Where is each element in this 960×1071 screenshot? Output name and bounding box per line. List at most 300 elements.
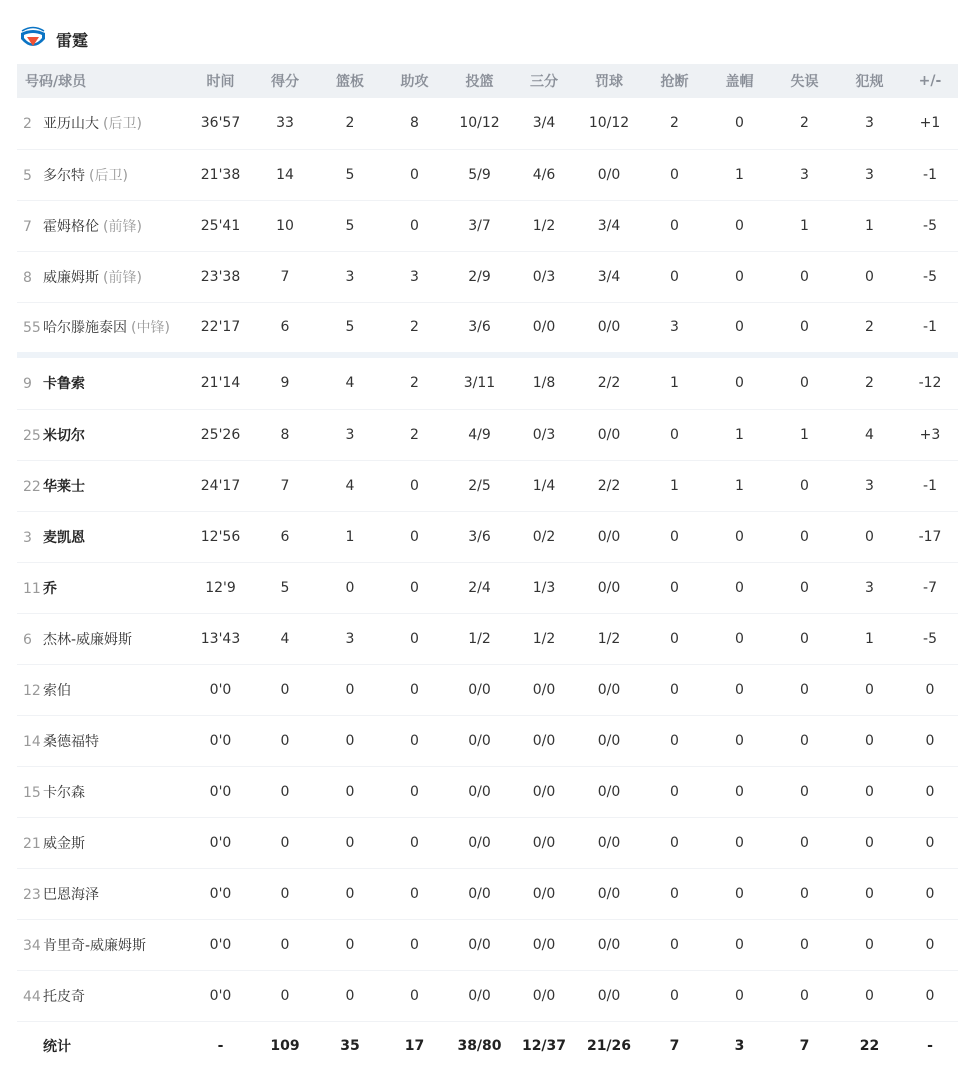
- column-header: +/-: [918, 73, 942, 89]
- stat-cell: 0: [925, 732, 935, 749]
- player-cell: [17, 358, 189, 409]
- totals-row: [17, 1021, 958, 1071]
- player-number: 14: [23, 733, 41, 750]
- stat-cell: 10: [276, 217, 294, 234]
- stat-cell: 0/0: [468, 987, 491, 1004]
- stat-cell: -1: [923, 166, 937, 183]
- stat-cell: 1/8: [532, 375, 556, 392]
- stat-cell: 1: [800, 426, 809, 443]
- thunder-logo-icon: [18, 24, 48, 54]
- stat-cell: 5: [345, 217, 355, 234]
- totals-cell: 12/37: [521, 1038, 567, 1055]
- stat-cell: 2/4: [468, 579, 491, 596]
- stat-cell: 0: [410, 936, 419, 953]
- stat-cell: 4: [345, 375, 355, 392]
- stat-cell: 0: [410, 834, 419, 851]
- stat-cell: 0: [345, 783, 355, 800]
- stat-cell: 0: [410, 681, 419, 698]
- player-cell: [17, 766, 189, 817]
- player-cell: [17, 613, 189, 664]
- stat-cell: 0/0: [532, 732, 556, 749]
- player-row: [17, 149, 958, 200]
- stat-cell: 0: [800, 681, 809, 698]
- player-cell: [17, 149, 189, 200]
- player-name[interactable]: 米切尔: [43, 427, 85, 444]
- stat-cell: 0/0: [597, 936, 621, 953]
- stat-cell: 0: [670, 166, 679, 183]
- stat-cell: 0: [345, 732, 355, 749]
- stat-cell: 1/2: [532, 630, 556, 647]
- player-number: 21: [23, 835, 41, 852]
- stat-cell: 0: [345, 579, 355, 596]
- stat-cell: 0: [865, 528, 874, 545]
- player-row: [17, 970, 958, 1021]
- stat-cell: 4: [345, 477, 355, 494]
- stat-cell: 0/0: [597, 834, 621, 851]
- stat-cell: 2: [410, 319, 419, 336]
- stat-cell: 0/0: [532, 681, 556, 698]
- player-name[interactable]: 卡鲁索: [43, 376, 85, 393]
- stat-cell: 3/6: [468, 528, 491, 545]
- totals-cell: 7: [669, 1038, 680, 1055]
- player-name[interactable]: 威金斯: [43, 835, 85, 852]
- stat-cell: 0/0: [532, 936, 556, 953]
- stat-cell: 0: [800, 630, 809, 647]
- stat-cell: 0: [800, 579, 809, 596]
- stat-cell: 3/7: [468, 217, 491, 234]
- stat-cell: 0: [280, 681, 290, 698]
- stat-cell: 0/0: [597, 987, 621, 1004]
- totals-cell: 35: [340, 1038, 360, 1055]
- stat-cell: 0/0: [597, 319, 621, 336]
- stat-cell: 0: [735, 375, 744, 392]
- stat-cell: 0: [865, 936, 874, 953]
- stat-cell: 0: [345, 834, 355, 851]
- stat-cell: 0: [865, 732, 874, 749]
- player-number: 8: [23, 269, 32, 286]
- stat-cell: 3: [800, 166, 809, 183]
- column-header: 抢断: [660, 74, 689, 90]
- stat-cell: 0: [410, 579, 419, 596]
- stat-cell: 0: [670, 217, 679, 234]
- player-number: 44: [23, 988, 41, 1005]
- stat-cell: 2/2: [597, 375, 621, 392]
- stat-cell: 2: [865, 319, 874, 336]
- stat-cell: 0/0: [597, 885, 621, 902]
- totals-cell: 38/80: [457, 1038, 502, 1055]
- stat-cell: 3: [865, 477, 874, 494]
- player-cell: [17, 970, 189, 1021]
- stat-cell: 0'0: [209, 732, 232, 749]
- stat-cell: 13'43: [200, 630, 241, 647]
- player-name[interactable]: 亚历山大: [43, 116, 99, 133]
- column-header: 投篮: [465, 74, 494, 90]
- stat-cell: -17: [918, 528, 942, 545]
- stat-cell: -5: [923, 268, 937, 285]
- stat-cell: 0: [735, 987, 744, 1004]
- stat-cell: 8: [410, 115, 419, 132]
- stat-cell: 0: [280, 885, 290, 902]
- stat-cell: 0/0: [597, 528, 621, 545]
- player-cell: [17, 302, 189, 352]
- table-body: [17, 98, 958, 1071]
- totals-cell: 21/26: [586, 1038, 632, 1055]
- stat-cell: 0/0: [532, 783, 556, 800]
- stat-cell: 0: [280, 987, 290, 1004]
- player-row: [17, 817, 958, 868]
- column-header: 失误: [790, 74, 819, 90]
- stat-cell: 3/4: [532, 115, 556, 132]
- stat-cell: 1: [865, 217, 874, 234]
- player-number: 5: [23, 167, 32, 184]
- stat-cell: 0: [670, 579, 679, 596]
- stat-cell: 0: [670, 834, 679, 851]
- stat-cell: 25'26: [200, 426, 241, 443]
- player-number: 9: [23, 376, 32, 393]
- stat-cell: 0/3: [532, 268, 556, 285]
- stat-cell: 0'0: [209, 987, 232, 1004]
- stat-cell: 2/2: [597, 477, 621, 494]
- player-cell: [17, 409, 189, 460]
- player-number: 6: [23, 631, 32, 648]
- stat-cell: 0: [865, 268, 874, 285]
- totals-label: 统计: [43, 1039, 71, 1056]
- player-row: [17, 715, 958, 766]
- player-name[interactable]: 托皮奇: [43, 988, 85, 1005]
- player-position: (中锋): [131, 320, 170, 337]
- stat-cell: 3: [410, 268, 419, 285]
- totals-cell: 109: [270, 1038, 300, 1055]
- stat-cell: 10/12: [588, 115, 630, 132]
- stat-cell: 5: [280, 579, 290, 596]
- stat-cell: 4/9: [468, 426, 491, 443]
- player-cell: [17, 919, 189, 970]
- stat-cell: 0/0: [597, 166, 621, 183]
- team-name: 雷霆: [56, 30, 89, 50]
- stat-cell: 2: [670, 115, 679, 132]
- stat-cell: 0: [735, 268, 744, 285]
- player-row: [17, 511, 958, 562]
- stat-cell: -7: [923, 579, 937, 596]
- stat-cell: 0: [410, 987, 419, 1004]
- stat-cell: -12: [918, 375, 942, 392]
- player-cell: [17, 511, 189, 562]
- stat-cell: 0: [735, 681, 744, 698]
- stat-cell: 0: [735, 319, 744, 336]
- stat-cell: 0: [410, 783, 419, 800]
- stat-cell: 0/0: [532, 834, 556, 851]
- stat-cell: 2: [800, 115, 809, 132]
- stat-cell: 3: [865, 166, 874, 183]
- stat-cell: 4/6: [532, 166, 556, 183]
- stat-cell: 3: [345, 268, 355, 285]
- stat-cell: 0: [670, 426, 679, 443]
- player-cell: [17, 715, 189, 766]
- player-row: [17, 460, 958, 511]
- player-row: [17, 766, 958, 817]
- stat-cell: 0: [410, 166, 419, 183]
- stat-cell: 1/2: [597, 630, 621, 647]
- player-number: 55: [23, 320, 41, 337]
- stat-cell: -1: [923, 319, 937, 336]
- stat-cell: 0: [800, 834, 809, 851]
- stat-cell: 6: [280, 528, 290, 545]
- stat-cell: 1: [735, 166, 744, 183]
- stat-cell: 0/0: [468, 783, 491, 800]
- player-name[interactable]: 华莱士: [43, 478, 85, 495]
- stat-cell: 0: [800, 528, 809, 545]
- stat-cell: 0/0: [468, 885, 491, 902]
- player-position: (后卫): [103, 116, 142, 133]
- stat-cell: 0/0: [597, 426, 621, 443]
- stat-cell: 1: [735, 477, 744, 494]
- stat-cell: 0: [865, 681, 874, 698]
- stat-cell: 1: [345, 528, 355, 545]
- player-row: [17, 358, 958, 409]
- team-header: [18, 22, 88, 56]
- stat-cell: 3: [345, 426, 355, 443]
- player-row: [17, 98, 958, 149]
- stat-cell: 0: [865, 885, 874, 902]
- stat-cell: 12'56: [200, 528, 241, 545]
- player-number: 22: [23, 478, 41, 495]
- totals-cell: 7: [799, 1038, 810, 1055]
- stat-cell: 0: [800, 319, 809, 336]
- stat-cell: 0: [800, 783, 809, 800]
- stat-cell: -1: [923, 477, 937, 494]
- stat-cell: 0: [280, 783, 290, 800]
- stat-cell: 0'0: [209, 681, 232, 698]
- stat-cell: 0: [280, 834, 290, 851]
- stat-cell: 0/0: [468, 834, 491, 851]
- stat-cell: 0: [410, 528, 419, 545]
- stat-cell: 1: [735, 426, 744, 443]
- stat-cell: 0/0: [532, 885, 556, 902]
- stat-cell: 3: [865, 579, 874, 596]
- stat-cell: 0: [670, 987, 679, 1004]
- stat-cell: 0: [670, 885, 679, 902]
- stat-cell: 3: [865, 115, 874, 132]
- player-row: [17, 562, 958, 613]
- stat-cell: 1: [670, 477, 679, 494]
- stat-cell: 0: [345, 885, 355, 902]
- stat-cell: 21'14: [200, 375, 241, 392]
- column-header: 号码/球员: [25, 74, 87, 90]
- stat-cell: 0: [410, 630, 419, 647]
- stat-cell: 5/9: [468, 166, 491, 183]
- player-number: 23: [23, 886, 41, 903]
- stat-cell: 0: [410, 885, 419, 902]
- stat-cell: 0'0: [209, 885, 232, 902]
- stat-cell: 0: [735, 217, 744, 234]
- stat-cell: 0/0: [532, 987, 556, 1004]
- stat-cell: 3: [670, 319, 679, 336]
- totals-cell: 22: [859, 1038, 880, 1055]
- stat-cell: -5: [923, 630, 937, 647]
- player-row: [17, 868, 958, 919]
- player-cell: [17, 817, 189, 868]
- player-name[interactable]: 威廉姆斯: [43, 269, 99, 286]
- player-position: (前锋): [103, 269, 142, 286]
- player-number: 15: [23, 784, 41, 801]
- stat-cell: 0: [800, 885, 809, 902]
- stat-cell: 0: [800, 477, 809, 494]
- player-number: 34: [23, 937, 41, 954]
- player-number: 3: [23, 529, 32, 546]
- stat-cell: 9: [280, 375, 290, 392]
- player-cell: [17, 868, 189, 919]
- column-header: 篮板: [336, 74, 364, 90]
- stat-cell: 5: [345, 166, 355, 183]
- stat-cell: 0: [670, 732, 679, 749]
- stat-cell: 0: [410, 732, 419, 749]
- stat-cell: 0: [735, 732, 744, 749]
- stat-cell: 0: [800, 268, 809, 285]
- stat-cell: 1/4: [532, 477, 556, 494]
- player-name[interactable]: 桑德福特: [43, 733, 99, 750]
- stat-cell: 4: [865, 426, 874, 443]
- stat-cell: 0: [925, 885, 935, 902]
- player-cell: [17, 562, 189, 613]
- player-cell: [17, 98, 189, 149]
- stat-cell: 3: [345, 630, 355, 647]
- player-name[interactable]: 乔: [43, 580, 57, 597]
- totals-cell: -: [927, 1038, 933, 1055]
- player-row: [17, 919, 958, 970]
- stat-cell: 0: [410, 217, 419, 234]
- stat-cell: 0/0: [597, 783, 621, 800]
- stat-cell: 0: [670, 783, 679, 800]
- player-name[interactable]: 索伯: [43, 682, 71, 699]
- stat-cell: 6: [280, 319, 290, 336]
- player-number: 12: [23, 682, 41, 699]
- stat-cell: 0: [925, 987, 935, 1004]
- stat-cell: -5: [923, 217, 937, 234]
- stat-cell: 0: [925, 834, 935, 851]
- stat-cell: 0/2: [532, 528, 556, 545]
- stat-cell: 3/11: [463, 375, 496, 392]
- box-score-table: [17, 64, 958, 1071]
- player-row: [17, 200, 958, 251]
- stat-cell: 0/0: [597, 579, 621, 596]
- stat-cell: 0: [670, 630, 679, 647]
- stat-cell: 3/4: [597, 268, 621, 285]
- player-number: 11: [23, 580, 41, 597]
- totals-cell: -: [217, 1038, 224, 1055]
- stat-cell: 0: [345, 987, 355, 1004]
- stat-cell: 0/0: [468, 936, 491, 953]
- player-cell: [17, 460, 189, 511]
- stat-cell: 0: [800, 987, 809, 1004]
- stat-cell: 0: [800, 936, 809, 953]
- stat-cell: 0: [735, 936, 744, 953]
- stat-cell: 2/5: [468, 477, 491, 494]
- stat-cell: 0'0: [209, 834, 232, 851]
- stat-cell: 1: [800, 217, 809, 234]
- column-header: 罚球: [595, 74, 623, 90]
- stat-cell: 0: [735, 885, 744, 902]
- totals-cell: 3: [734, 1038, 745, 1055]
- stat-cell: 21'38: [200, 166, 241, 183]
- stat-cell: 0/0: [597, 732, 621, 749]
- stat-cell: 24'17: [200, 477, 241, 494]
- stat-cell: 1/2: [468, 630, 491, 647]
- stat-cell: 1/3: [532, 579, 556, 596]
- stat-cell: 0/3: [532, 426, 556, 443]
- stat-cell: 2: [410, 375, 419, 392]
- player-name[interactable]: 麦凯恩: [43, 529, 85, 546]
- player-name[interactable]: 哈尔滕施泰因: [43, 320, 127, 337]
- stat-cell: 1: [865, 630, 874, 647]
- stat-cell: 0: [735, 834, 744, 851]
- stat-cell: 0: [865, 834, 874, 851]
- stat-cell: 1/2: [532, 217, 556, 234]
- stat-cell: 0/0: [532, 319, 556, 336]
- stat-cell: 0: [925, 783, 935, 800]
- stat-cell: 1: [670, 375, 679, 392]
- stat-cell: 8: [280, 426, 290, 443]
- stat-cell: 0: [735, 630, 744, 647]
- player-name[interactable]: 霍姆格伦: [43, 218, 99, 235]
- player-number: 2: [23, 116, 32, 133]
- stat-cell: 2: [345, 115, 355, 132]
- stat-cell: 0: [735, 783, 744, 800]
- stat-cell: +3: [919, 426, 941, 443]
- player-name[interactable]: 卡尔森: [43, 784, 85, 801]
- stat-cell: 0'0: [209, 936, 232, 953]
- player-row: [17, 409, 958, 460]
- stat-cell: 12'9: [205, 579, 236, 596]
- stat-cell: 2/9: [468, 268, 491, 285]
- player-name[interactable]: 巴恩海泽: [43, 886, 99, 903]
- stat-cell: 0: [735, 115, 744, 132]
- stat-cell: 7: [280, 268, 290, 285]
- stat-cell: 0: [800, 375, 809, 392]
- stat-cell: 36'57: [200, 115, 241, 132]
- player-name[interactable]: 杰林-威廉姆斯: [43, 631, 133, 648]
- stat-cell: +1: [919, 115, 941, 132]
- column-header: 时间: [206, 74, 235, 90]
- stat-cell: 2: [410, 426, 419, 443]
- player-row: [17, 613, 958, 664]
- player-cell: [17, 664, 189, 715]
- stat-cell: 0: [410, 477, 419, 494]
- player-position: (前锋): [103, 218, 142, 235]
- column-header: 犯规: [855, 74, 884, 90]
- player-row: [17, 302, 958, 352]
- stat-cell: 0: [865, 783, 874, 800]
- stat-cell: 0: [735, 528, 744, 545]
- stat-cell: 0: [345, 936, 355, 953]
- column-header: 三分: [530, 74, 558, 90]
- stat-cell: 0: [670, 268, 679, 285]
- stat-cell: 4: [280, 630, 290, 647]
- player-name[interactable]: 肯里奇-威廉姆斯: [43, 937, 147, 954]
- player-position: (后卫): [89, 167, 128, 184]
- stat-cell: 10/12: [459, 115, 500, 132]
- stat-cell: 0: [670, 936, 679, 953]
- player-name[interactable]: 多尔特: [43, 167, 85, 184]
- stat-cell: 0/0: [468, 681, 491, 698]
- stat-cell: 3/4: [597, 217, 621, 234]
- stat-cell: 0: [865, 987, 874, 1004]
- column-header: 助攻: [400, 74, 429, 90]
- player-cell: [17, 200, 189, 251]
- totals-cell: 17: [404, 1038, 425, 1055]
- player-number: 7: [23, 218, 32, 235]
- stat-cell: 22'17: [200, 319, 241, 336]
- column-header: 盖帽: [725, 74, 754, 90]
